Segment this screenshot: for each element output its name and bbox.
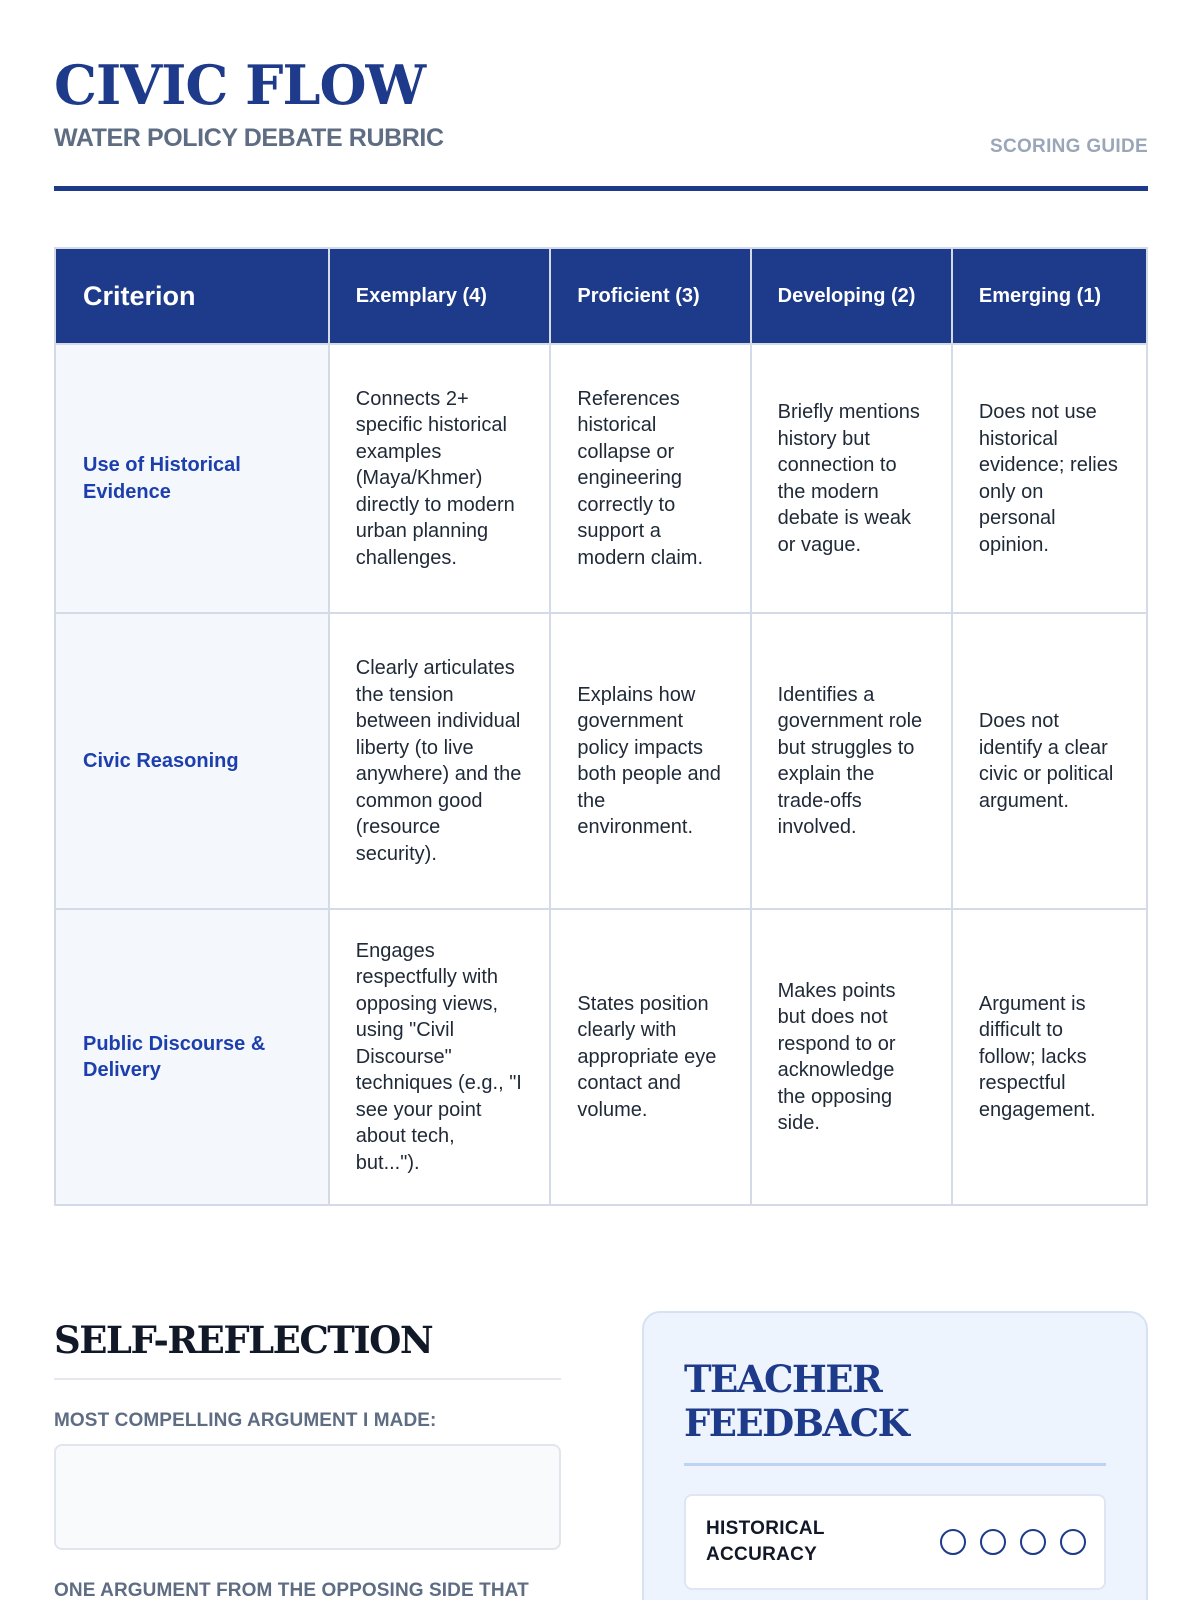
score-circle-1[interactable] — [940, 1529, 966, 1555]
brand-title: CIVIC FLOW — [54, 53, 426, 117]
self-reflection-title: SELF-REFLECTION — [54, 1318, 433, 1362]
compelling-argument-prompt: MOST COMPELLING ARGUMENT I MADE: — [54, 1410, 437, 1431]
opposing-argument-prompt: ONE ARGUMENT FROM THE OPPOSING SIDE THAT — [54, 1580, 529, 1600]
scoring-guide-label: SCORING GUIDE — [989, 136, 1148, 157]
emerging-cell: Does not use historical evidence; relies only on personal opinion. — [952, 344, 1147, 613]
criterion-cell: Use of Historical Evidence — [55, 344, 329, 613]
header-divider — [54, 186, 1148, 191]
column-header-criterion: Criterion — [55, 248, 329, 344]
compelling-argument-field[interactable] — [54, 1444, 561, 1550]
score-circle-group — [940, 1529, 1086, 1555]
feedback-item-label: HISTORICAL ACCURACY — [706, 1518, 825, 1565]
developing-cell: Makes points but does not respond to or acknowledge the opposing side. — [751, 909, 952, 1205]
rubric-table — [54, 247, 1148, 1206]
emerging-cell: Does not identify a clear civic or political argument. — [952, 613, 1147, 909]
column-header-developing: Developing (2) — [751, 248, 952, 344]
proficient-cell: Explains how government policy impacts both people and the environment. — [550, 613, 750, 909]
self-reflection-divider — [54, 1378, 561, 1380]
feedback-item-historical-accuracy — [684, 1494, 1106, 1590]
rubric-row-public-discourse — [55, 909, 1147, 1205]
proficient-cell: States position clearly with appropriate eye contact and volume. — [550, 909, 750, 1205]
self-reflection-section — [54, 1318, 561, 1600]
criterion-cell: Public Discourse & Delivery — [55, 909, 329, 1205]
column-header-exemplary: Exemplary (4) — [329, 248, 551, 344]
column-header-emerging: Emerging (1) — [952, 248, 1147, 344]
page-header — [54, 53, 1148, 157]
teacher-feedback-divider — [684, 1463, 1106, 1466]
score-circle-3[interactable] — [1020, 1529, 1046, 1555]
emerging-cell: Argument is difficult to follow; lacks respectful engagement. — [952, 909, 1147, 1205]
score-circle-2[interactable] — [980, 1529, 1006, 1555]
developing-cell: Identifies a government role but struggles to explain the trade-offs involved. — [751, 613, 952, 909]
document-subtitle: WATER POLICY DEBATE RUBRIC — [54, 124, 444, 152]
score-circle-4[interactable] — [1060, 1529, 1086, 1555]
developing-cell: Briefly mentions history but connection to the modern debate is weak or vague. — [751, 344, 952, 613]
criterion-cell: Civic Reasoning — [55, 613, 329, 909]
rubric-row-civic-reasoning — [55, 613, 1147, 909]
column-header-proficient: Proficient (3) — [550, 248, 750, 344]
rubric-row-historical-evidence — [55, 344, 1147, 613]
rubric-header-row — [55, 248, 1147, 344]
exemplary-cell: Connects 2+ specific historical examples (Maya/Khmer) directly to modern urban planning challenges. — [329, 344, 551, 613]
teacher-feedback-panel — [642, 1311, 1148, 1600]
teacher-feedback-title: TEACHER FEEDBACK — [684, 1357, 909, 1445]
exemplary-cell: Engages respectfully with opposing views, using "Civil Discourse" techniques (e.g., "I see your point about tech, but..."). — [329, 909, 551, 1205]
exemplary-cell: Clearly articulates the tension between individual liberty (to live anywhere) and the common good (resource security). — [329, 613, 551, 909]
proficient-cell: References historical collapse or engineering correctly to support a modern claim. — [550, 344, 750, 613]
